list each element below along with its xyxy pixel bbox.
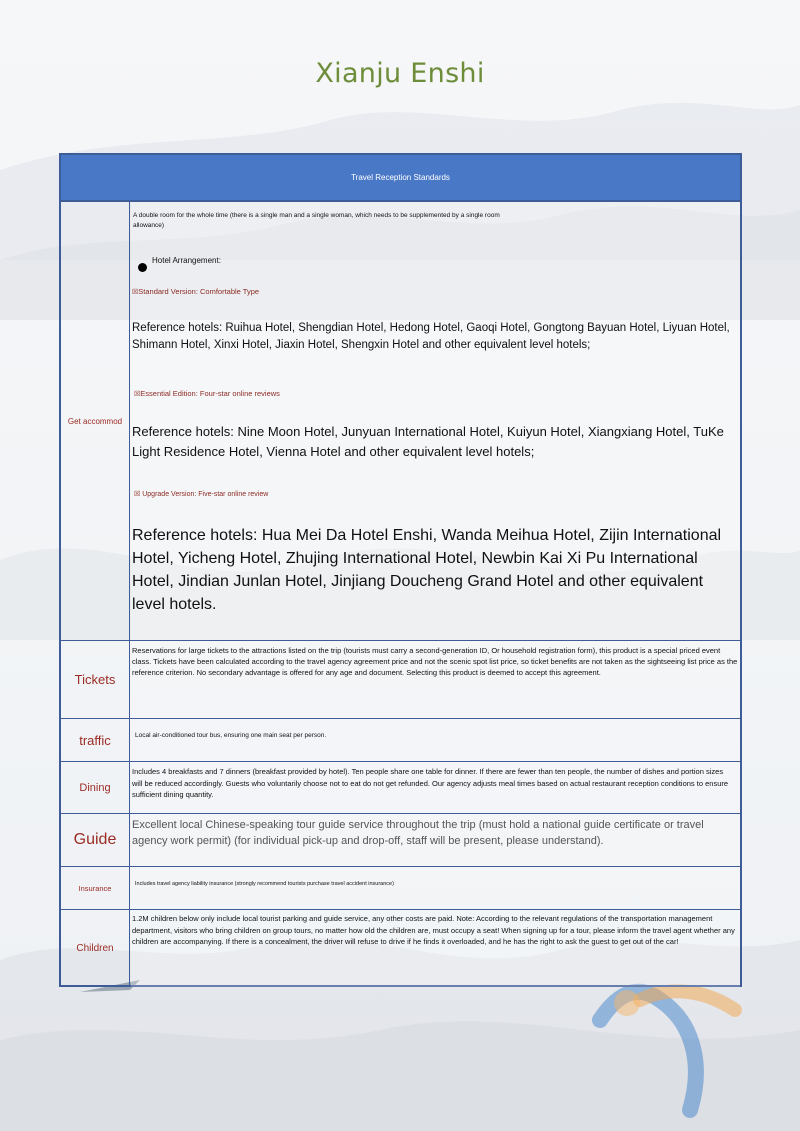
page-title: Xianju Enshi: [315, 58, 485, 89]
upgrade-version-hotels: Reference hotels: Hua Mei Da Hotel Enshi, Wanda Meihua Hotel, Zijin International Hotel, Yicheng Hotel, Zhujing International Hotel, Newbin Kai Xi Pu International Hotel, Jindian Junlan Hotel, Jinjiang Doucheng Grand Hotel and other equivalent level hotels.: [132, 527, 722, 613]
dining-row: [61, 761, 740, 813]
missing-glyph-box-icon: ☒: [132, 289, 139, 296]
hotel-arrangement-title: Hotel Arrangement:: [152, 256, 221, 265]
accommodation-label: Get accommod: [61, 202, 130, 640]
traffic-text: Local air-conditioned tour bus, ensuring one main seat per person.: [135, 732, 327, 739]
essential-edition-heading: ☒Essential Edition: Four-star online reviews: [134, 389, 280, 398]
dining-content: [131, 762, 740, 813]
dining-text: Includes 4 breakfasts and 7 dinners (breakfast provided by hotel). Ten people share one table for dinner. If there are fewer than ten people, the number of dishes and portion sizes will be reduced accordingly. Guests who voluntarily choose not to eat do not get refunded. Our agency adjusts meal times based on actual restaurant reception conditions to ensure sufficient dining quantity.: [132, 767, 729, 799]
tickets-text: Reservations for large tickets to the attractions listed on the trip (tourists must carry a second-generation ID, Or household registration form), this product is a special priced event class. Tickets have been calculated according to the travel agency agreement price and not the scenic spot list price, so ticket benefits are not taken as the sightseeing list price as the reference criterion. No secondary advantage is offered for any age and document. Selecting this product is deemed to accept this agreement.: [132, 646, 738, 677]
reception-standards-table: [59, 153, 742, 987]
insurance-content: [131, 867, 740, 909]
insurance-label: Insurance: [61, 867, 130, 909]
children-row: [61, 909, 740, 987]
insurance-row: [61, 866, 740, 909]
tickets-row: [61, 640, 740, 718]
room-note: A double room for the whole time (there is a single man and a single woman, which needs to be supplemented by a single room allowance): [133, 212, 500, 229]
children-label: Children: [61, 910, 130, 987]
standard-version-heading: ☒Standard Version: Comfortable Type: [132, 287, 260, 296]
standard-version-hotels: Reference hotels: Ruihua Hotel, Shengdian Hotel, Hedong Hotel, Gaoqi Hotel, Gongtong Bayuan Hotel, Liyuan Hotel, Shimann Hotel, Xinxi Hotel, Jiaxin Hotel, Shengxin Hotel and other equivalent level hotels;: [132, 322, 730, 351]
traffic-label: traffic: [61, 719, 130, 761]
children-text: 1.2M children below only include local tourist parking and guide service, any other costs are paid. Note: According to the relevant regulations of the transportation management department, visitors who bring children on group tours, no matter how old the children are, must occupy a seat! When signing up for a tour, please inform the travel agent whether any children are accompanying. If there is a concealment, the driver will refuse to drive if he finds it overloaded, and he has the right to ask the guest to get out of the car!: [132, 914, 735, 946]
guide-text: Excellent local Chinese-speaking tour guide service throughout the trip (must hold a national guide certificate or travel agency work permit) (for individual pick-up and drop-off, staff will be present, please understand).: [132, 819, 704, 847]
missing-glyph-box-icon: ☒: [134, 391, 141, 398]
missing-glyph-box-icon: ☒: [134, 491, 141, 498]
accommodation-row: [61, 202, 740, 640]
traffic-content: [131, 719, 740, 761]
children-content: [131, 910, 740, 987]
tickets-content: [131, 641, 740, 718]
upgrade-version-heading: ☒ Upgrade Version: Five-star online review: [134, 491, 269, 498]
guide-label: Guide: [61, 814, 130, 866]
table-header: Travel Reception Standards: [61, 155, 740, 202]
guide-content: [131, 814, 740, 866]
accommodation-content: [131, 202, 740, 640]
bullet-dot-icon: [138, 263, 147, 272]
traffic-row: [61, 718, 740, 761]
guide-row: [61, 813, 740, 866]
dining-label: Dining: [61, 762, 130, 813]
insurance-text: Includes travel agency liability insurance (strongly recommend tourists purchase travel accident insurance): [135, 881, 394, 887]
tickets-label: Tickets: [61, 641, 130, 718]
essential-edition-hotels: Reference hotels: Nine Moon Hotel, Junyuan International Hotel, Kuiyun Hotel, Xiangxiang Hotel, TuKe Light Residence Hotel, Vienna Hotel and other equivalent level hotels;: [132, 424, 724, 459]
